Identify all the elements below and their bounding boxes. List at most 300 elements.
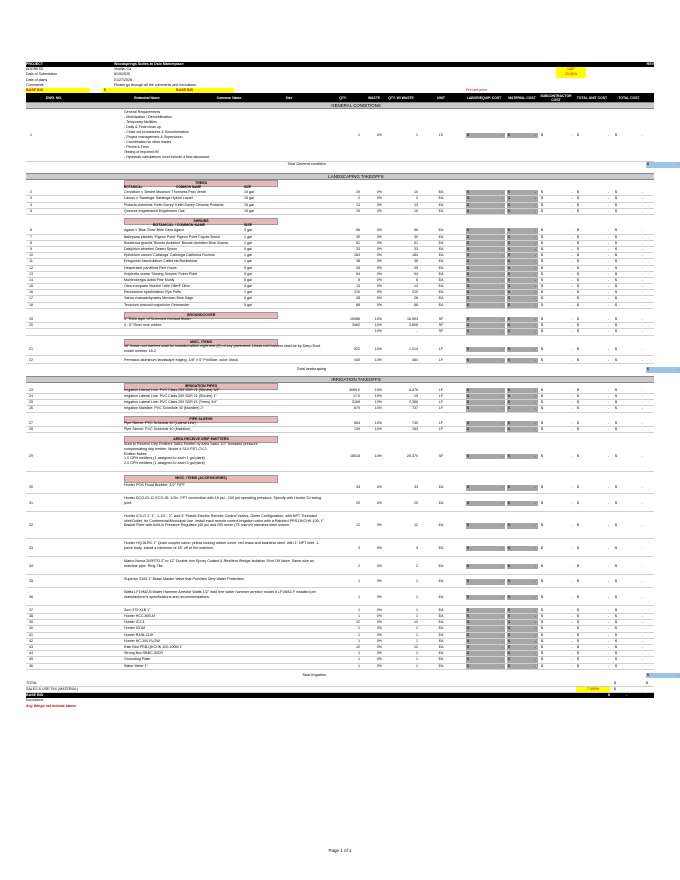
summary-tax-label: SALES & USE TAX (MATERIAL): [26, 687, 79, 692]
item-number: 28: [29, 427, 33, 432]
money-sub-value: -: [571, 607, 573, 612]
drip-line: 2.0 GPH emitters (1 assigned to each 5 gal plant): [124, 461, 205, 466]
money-labor: $: [466, 253, 505, 258]
money-tcost: $: [615, 563, 617, 568]
base-bid-dash: -: [146, 88, 156, 93]
money-sub: $: [541, 485, 543, 490]
money-labor: $: [466, 400, 505, 405]
item-unit: LF: [438, 420, 444, 425]
money-tunit-value: -: [607, 638, 609, 643]
money-mat: $: [507, 664, 538, 669]
money-mat-value: -: [534, 202, 536, 207]
plans-label: Date of plans: [26, 77, 48, 82]
money-sub-value: -: [571, 357, 573, 362]
money-tcost: $: [615, 329, 617, 334]
money-tcost-value: -: [641, 406, 643, 411]
money-mat-value: -: [534, 420, 536, 425]
money-sub-value: -: [571, 657, 573, 662]
money-tunit-value: -: [607, 329, 609, 334]
money-tcost-value: -: [641, 271, 643, 276]
money-sub: $: [541, 202, 543, 207]
money-tunit-value: -: [607, 644, 609, 649]
item-unit: EA: [438, 196, 444, 201]
item-description: Hunter ECO-ID-12 ECO-ID: 1/2in. FPT connection with 15 psi - 100 psi operating pressure. Specify with Hunter SJ swing joint.: [124, 496, 322, 505]
item-qty-waste: 8: [416, 277, 418, 282]
item-qty: 8: [358, 277, 360, 282]
item-qty-waste: 1,014: [409, 346, 418, 351]
money-sub: $: [541, 638, 543, 643]
money-mat: $: [507, 406, 538, 411]
money-tcost-value: -: [641, 202, 643, 207]
money-labor: $: [466, 272, 505, 277]
item-waste: 0%: [376, 253, 382, 258]
money-labor-value: -: [501, 638, 503, 643]
money-tunit-value: -: [607, 394, 609, 399]
money-labor-value: -: [501, 277, 503, 282]
general-line: - Coordination w/ other trades: [124, 139, 172, 144]
item-description: Muhlenbergia dubia Pine Muhly: [124, 277, 175, 282]
money-labor-value: -: [501, 302, 503, 307]
item-qty-waste: 3,808: [409, 323, 418, 328]
money-mat-value: -: [534, 240, 536, 245]
money-labor: $: [466, 651, 505, 656]
base-bid-dollar: $: [102, 88, 234, 93]
money-mat: $: [507, 303, 538, 308]
money-labor-value: -: [501, 523, 503, 528]
money-labor: $: [466, 664, 505, 669]
item-qty-waste: 1: [416, 614, 418, 619]
money-tcost: $: [615, 614, 617, 619]
item-qty-waste: 88: [414, 302, 418, 307]
money-tunit: $: [577, 271, 579, 276]
exclusions-label: Exclusions: [26, 698, 44, 703]
item-waste: 0%: [376, 644, 382, 649]
item-qty-waste: 4,476: [409, 387, 418, 392]
general-line: - Hydraulic calculations must include a flow allowance: [124, 154, 210, 159]
money-sub: $: [541, 579, 543, 584]
money-tcost: $: [615, 317, 617, 321]
item-qty-waste: 33: [414, 246, 418, 251]
money-tunit-value: -: [607, 259, 609, 264]
item-number: 32: [29, 523, 33, 528]
general-qty: 1: [358, 132, 360, 137]
money-labor-value: -: [501, 563, 503, 568]
money-sub-value: -: [571, 208, 573, 213]
item-qty: 1: [358, 632, 360, 637]
item-size: 15 gal: [244, 190, 254, 195]
money-labor: $: [466, 259, 505, 264]
col-header-labor: LABOR/EQUIP. COST: [466, 95, 502, 100]
money-tcost: $: [615, 196, 617, 201]
money-tcost: $: [615, 323, 617, 328]
money-tunit: $: [577, 563, 579, 568]
item-qty-waste: 20: [414, 500, 418, 505]
subsection-accessories-title: MISC. ITEMS (ACCESSORIES): [124, 475, 278, 482]
item-qty: 10: [356, 208, 360, 213]
money-mat-value: -: [534, 277, 536, 282]
item-number: 37: [29, 607, 33, 612]
money-mat: $: [507, 284, 538, 289]
item-description: Hunter ICV-G 1" 1", 1-1/2", 2", and 3" Plastic Electric Remote Control Valves, Globe Configuration, with NPT Threaded Inlet/Outlet, for Commercial/Municipal Use. Install each remote control irrigation valve with a Rainbird PRS-DKCHK-100, 1" Basket Filter with built-in Pressure Regulator (40 psi and 200 mesh (75 micron) stainless steel screen.: [124, 514, 325, 527]
money-labor-value: -: [501, 657, 503, 662]
subsection-trees-title: TREES: [124, 180, 278, 187]
money-sub-value: -: [571, 523, 573, 528]
item-qty-waste: 16,593: [407, 317, 418, 321]
col-header-qty: QTY.: [339, 95, 347, 100]
summary-tax-value: -: [641, 687, 643, 692]
money-sub-value: -: [571, 400, 573, 405]
item-waste: 0%: [376, 626, 382, 631]
total-landscaping-row-dollar: $: [646, 367, 680, 372]
item-qty-waste: 1: [416, 579, 418, 584]
item-qty-waste: 56: [414, 228, 418, 233]
item-waste: 0%: [376, 563, 382, 568]
money-tcost-value: -: [641, 523, 643, 528]
item-unit: EA: [438, 208, 444, 213]
money-labor: $: [466, 196, 505, 201]
item-qty: 1: [358, 614, 360, 619]
item-unit: EA: [438, 663, 444, 668]
money-mat-value: -: [534, 663, 536, 668]
item-description: Bouteloua gracilis 'Blonde Ambition' Blonde Ambition Blue Grama: [124, 240, 228, 245]
item-description: Grounding Plate: [124, 657, 150, 662]
money-tunit-value: -: [607, 620, 609, 625]
item-unit: EA: [438, 644, 444, 649]
item-qty: 1: [358, 638, 360, 643]
drip-description: [124, 442, 326, 466]
money-labor: $: [466, 209, 505, 214]
money-tcost-value: -: [641, 427, 643, 432]
line-item-row: [26, 483, 654, 495]
money-mat: $: [507, 564, 538, 569]
money-mat: $: [507, 228, 538, 233]
money-sub: $: [541, 406, 543, 411]
item-qty: 1: [358, 607, 360, 612]
money-labor-value: -: [501, 485, 503, 490]
money-labor-value: -: [501, 290, 503, 295]
money-tunit-value: -: [607, 357, 609, 362]
money-mat-value: -: [534, 253, 536, 258]
money-tunit: $: [577, 132, 579, 137]
item-unit: LF: [438, 346, 444, 351]
money-tcost: $: [615, 579, 617, 584]
money-mat-value: -: [534, 290, 536, 295]
money-tcost-value: -: [641, 259, 643, 264]
money-tunit: $: [577, 626, 579, 631]
money-tunit-value: -: [607, 420, 609, 425]
money-sub: $: [541, 317, 543, 321]
money-tcost-value: -: [641, 317, 643, 321]
money-sub: $: [541, 228, 543, 233]
money-labor-value: -: [501, 632, 503, 637]
money-mat-value: -: [534, 394, 536, 399]
item-description: Baileyana pilularis 'Pigeon Point' Pigeon Point Coyote Brush: [124, 234, 220, 239]
drip-line: compensating drip emitter. Model # SLV-PST-CV-2: [124, 446, 207, 451]
item-qty: 12: [356, 620, 360, 625]
general-sr: 1: [30, 132, 32, 137]
base-bid-label: BASE BID: [26, 88, 90, 93]
money-sub-value: -: [571, 595, 573, 600]
money-sub: $: [541, 545, 543, 550]
item-qty-waste: 484: [412, 357, 418, 362]
item-waste: 10%: [374, 357, 382, 362]
money-sub-value: -: [571, 651, 573, 656]
item-description: Pipe Sleeve: PVC Schedule 40 (Mainline): [124, 427, 191, 432]
item-qty: 15085: [350, 317, 360, 321]
line-item-row: [26, 496, 654, 512]
item-description: Quercus engelmannii Engelmann Oak: [124, 208, 185, 213]
shrubs-col-size: SIZE: [244, 223, 252, 228]
item-description: Irrigation Lateral Line: PVC Class 200 SDR 21 (Shrubs) 3/4": [124, 387, 220, 392]
item-qty: 12: [356, 644, 360, 649]
money-labor-value: -: [501, 387, 503, 392]
money-mat-value: -: [534, 302, 536, 307]
money-tcost: $: [615, 271, 617, 276]
money-sub-value: -: [571, 638, 573, 643]
money-tcost: $: [615, 290, 617, 295]
money-tunit: $: [577, 651, 579, 656]
item-number: 9: [30, 246, 32, 251]
money-tcost-value: -: [641, 638, 643, 643]
money-tcost: $: [615, 400, 617, 405]
money-sub: $: [541, 607, 543, 612]
item-waste: 0%: [376, 614, 382, 619]
money-mat: $: [507, 253, 538, 258]
item-waste: 0%: [376, 523, 382, 528]
item-number: 24: [29, 394, 33, 399]
money-sub-value: -: [571, 427, 573, 432]
item-qty: 28: [356, 296, 360, 301]
subsection-groundcover-title: GROUNDCOVER: [124, 312, 278, 319]
money-tunit: $: [577, 523, 579, 528]
item-qty: 139: [354, 427, 360, 432]
money-sub: $: [541, 259, 543, 264]
money-labor-value: -: [501, 208, 503, 213]
money-sub: $: [541, 196, 543, 201]
money-labor-value: -: [501, 453, 503, 458]
money-tcost: $: [615, 202, 617, 207]
money-mat: $: [507, 595, 538, 600]
item-number: 14: [29, 277, 33, 282]
money-tunit-value: -: [607, 246, 609, 251]
money-labor-value: -: [501, 234, 503, 239]
money-labor-value: -: [501, 651, 503, 656]
money-mat: $: [507, 235, 538, 240]
money-sub-value: -: [571, 545, 573, 550]
money-tunit: $: [577, 607, 579, 612]
money-sub: $: [541, 190, 543, 195]
item-number: 20: [29, 323, 33, 328]
money-mat-value: -: [534, 208, 536, 213]
item-size: 15 gal: [244, 196, 254, 201]
item-description: Pipe Sleeve: PVC Schedule 40 (Lateral Line): [124, 420, 196, 425]
money-sub-value: -: [571, 453, 573, 458]
money-sub: $: [541, 246, 543, 251]
item-waste: 0%: [376, 259, 382, 264]
money-labor: $: [466, 241, 505, 246]
base-bid-yellow: BASE BID: [176, 88, 226, 93]
money-mat-value: -: [534, 651, 536, 656]
col-header-botanical: Botanical Name: [134, 95, 160, 100]
money-tunit-value: -: [607, 317, 609, 321]
money-labor-value: -: [501, 545, 503, 550]
money-mat-value: -: [534, 644, 536, 649]
general-line: General Requirements: [124, 109, 161, 114]
col-header-qty-waste: QTY. W/ WASTE: [388, 95, 414, 100]
item-number: 44: [29, 651, 33, 656]
money-tunit: $: [577, 485, 579, 490]
money-labor: $: [466, 639, 505, 644]
money-tcost-value: -: [641, 632, 643, 637]
item-qty: 2169: [352, 400, 360, 405]
money-mat-value: -: [534, 406, 536, 411]
money-mat-value: -: [534, 563, 536, 568]
item-description: Permaloc aluminum landscape edging, 1/8" x 4" ProSlide, color: black.: [124, 358, 239, 363]
money-sub: $: [541, 302, 543, 307]
section-landscaping: [26, 173, 654, 180]
money-tcost: $: [615, 651, 617, 656]
item-qty: 4069.0: [349, 387, 360, 392]
money-sub: $: [541, 253, 543, 258]
money-tunit: $: [577, 296, 579, 301]
summary-tax-dollar: $: [614, 687, 616, 692]
money-tunit-value: -: [607, 406, 609, 411]
item-waste: 0%: [376, 607, 382, 612]
item-unit: EA: [438, 638, 444, 643]
money-tunit: $: [577, 190, 579, 195]
item-qty-waste: 2: [416, 563, 418, 568]
money-tcost: $: [615, 620, 617, 625]
shrubs-col-name: BOTANICAL / COMMON NAME: [152, 223, 206, 228]
item-description: 18" linear root barriers shall be installed within eight feet (8') of any pavement. Linear root barriers shall be by Deep Root model number 18-2: [124, 344, 321, 353]
money-sub-value: -: [571, 614, 573, 619]
item-waste: 0%: [376, 663, 382, 668]
money-sub: $: [541, 329, 543, 334]
money-labor: $: [466, 614, 505, 619]
item-number: 16: [29, 290, 33, 295]
item-size: 1 gal: [244, 234, 252, 239]
money-sub-value: -: [571, 406, 573, 411]
item-qty-waste: 153: [412, 427, 418, 432]
money-tcost-value: -: [641, 265, 643, 270]
money-tunit-value: -: [607, 271, 609, 276]
money-mat-value: -: [534, 657, 536, 662]
item-qty: 17.0: [353, 394, 360, 399]
money-sub: $: [541, 271, 543, 276]
item-description: Hunter ICDM: [124, 626, 145, 631]
money-tcost: $: [615, 277, 617, 282]
general-line: - Mobilization / Demobilization: [124, 114, 172, 119]
item-waste: 10%: [374, 329, 382, 334]
money-mat: $: [507, 400, 538, 405]
general-line: - Permit & Fees: [124, 144, 149, 149]
item-description: Olea europaea 'Montra' Little Ollie® Olive: [124, 284, 190, 289]
money-tunit: $: [577, 246, 579, 251]
money-tcost-value: -: [641, 329, 643, 334]
item-size: 15 gal: [244, 208, 254, 213]
money-tcost-value: -: [641, 500, 643, 505]
line-item-row: [26, 514, 654, 540]
money-tunit: $: [577, 323, 579, 328]
money-tunit-value: -: [607, 208, 609, 213]
item-unit: SF: [438, 317, 444, 321]
general-line: - Temporary facilities: [124, 119, 157, 124]
money-tcost: $: [615, 626, 617, 631]
money-mat: $: [507, 133, 538, 138]
item-number: 33: [29, 545, 33, 550]
money-tunit: $: [577, 394, 579, 399]
money-sub: $: [541, 323, 543, 328]
money-mat-value: -: [534, 453, 536, 458]
item-waste: 0%: [376, 500, 382, 505]
money-tunit: $: [577, 663, 579, 668]
money-mat-value: -: [534, 400, 536, 405]
item-waste: 0%: [376, 595, 382, 600]
item-qty-waste: 1: [416, 663, 418, 668]
money-tcost: $: [615, 265, 617, 270]
item-description: Epilobium canum 'Calistoga' Calistoga California Fuchsia: [124, 253, 215, 258]
item-description: Salvia chamaedryoides Mexican Blue Sage: [124, 296, 194, 301]
money-labor: $: [466, 235, 505, 240]
money-labor: $: [466, 266, 505, 271]
money-tunit: $: [577, 400, 579, 405]
money-tunit: $: [577, 277, 579, 282]
money-sub: $: [541, 346, 543, 351]
item-description: Strong Box SBBC-30CR: [124, 651, 163, 656]
money-tunit-value: -: [607, 253, 609, 258]
money-tunit-value: -: [607, 323, 609, 328]
item-qty-waste: 1: [416, 632, 418, 637]
money-sub-value: -: [571, 234, 573, 239]
money-mat: $: [507, 579, 538, 584]
item-unit: EA: [438, 579, 444, 584]
money-labor: $: [466, 501, 505, 506]
item-qty-waste: 54: [414, 271, 418, 276]
money-tunit-value: -: [607, 290, 609, 295]
money-sub-value: -: [571, 259, 573, 264]
item-description: Hunter RAIN-CLIK: [124, 632, 154, 637]
section-irrigation: [26, 376, 654, 383]
money-mat: $: [507, 278, 538, 283]
item-qty-waste: 1: [416, 657, 418, 662]
money-labor: $: [466, 620, 505, 625]
money-sub-value: -: [571, 196, 573, 201]
money-tunit: $: [577, 595, 579, 600]
money-tcost: $: [615, 485, 617, 490]
money-labor: $: [466, 626, 505, 631]
item-number: 5: [30, 208, 32, 213]
money-mat-value: -: [534, 196, 536, 201]
money-mat: $: [507, 323, 538, 328]
money-mat-value: -: [534, 357, 536, 362]
money-tunit: $: [577, 329, 579, 334]
money-mat: $: [507, 639, 538, 644]
money-mat-value: -: [534, 284, 536, 289]
total-irrigation-row-label: Total Irrigation: [302, 672, 326, 677]
money-tcost: $: [615, 234, 617, 239]
money-sub: $: [541, 296, 543, 301]
money-tunit: $: [577, 387, 579, 392]
item-description: Rain Bird PRB-QKCHK-100-100M 1": [124, 644, 183, 649]
item-unit: EA: [438, 545, 444, 550]
money-tcost: $: [615, 657, 617, 662]
drip-qty: 18518: [350, 453, 360, 458]
item-description: Matco-Norca 200RTO 2" to 12" Double Iron Epoxy Coated & Resilient Wedge Isolation Shut Off Valve. Same size as mainline pipe. Ring-Tite.: [124, 559, 314, 568]
item-unit: EA: [438, 253, 444, 258]
item-waste: 0%: [376, 545, 382, 550]
money-labor-value: -: [501, 357, 503, 362]
money-labor-value: -: [501, 296, 503, 301]
